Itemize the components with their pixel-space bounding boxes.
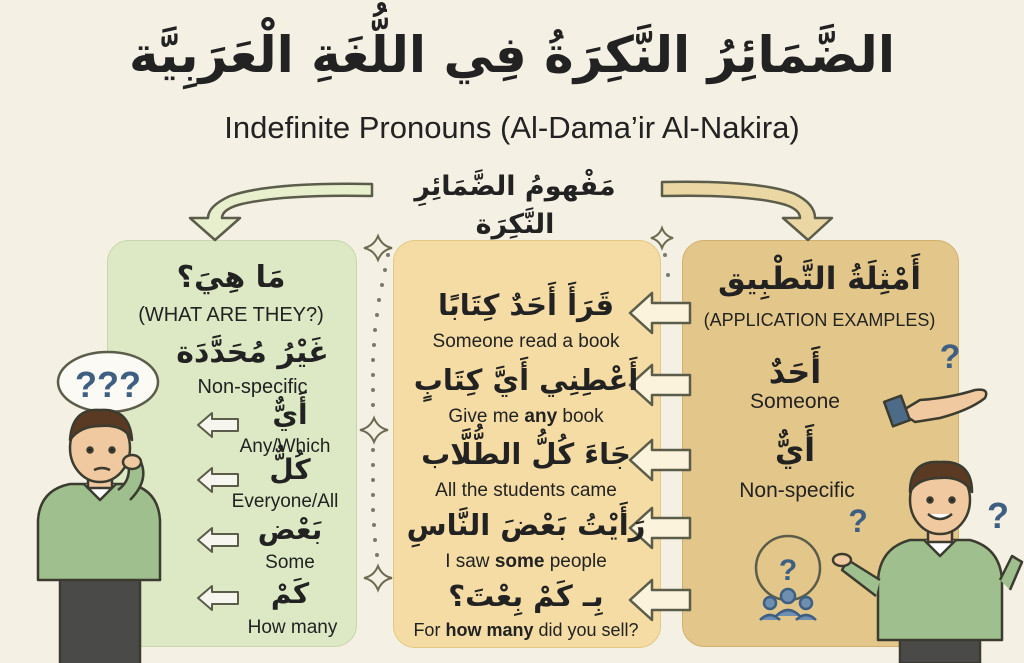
- thought-question-marks: ???: [75, 364, 141, 405]
- example-sentence-english: For how many did you sell?: [413, 620, 639, 640]
- left-item-english: Everyone/All: [231, 491, 339, 512]
- left-definition-english: Non-specific: [197, 376, 308, 398]
- left-item-arabic: كَمْ: [270, 577, 310, 610]
- application-item-english: Non-specific: [739, 479, 855, 502]
- example-sentence-arabic: رَأَيْتُ بَعْضَ النَّاسِ: [406, 508, 646, 542]
- example-sentence-arabic: أَعْطِنِي أَيَّ كِتَابٍ: [413, 363, 639, 397]
- thinking-man-figure: [38, 410, 160, 663]
- example-sentence-arabic: بِـ كَمْ بِعْتَ؟: [448, 579, 604, 613]
- example-sentence-english: Someone read a book: [432, 331, 620, 352]
- helping-hand-icon: [884, 390, 986, 427]
- curved-arrow-right: [662, 182, 832, 240]
- left-item-arabic: أَيٌّ: [272, 398, 308, 431]
- question-mark-icon: ?: [848, 503, 868, 539]
- application-item-arabic: أَيٌّ: [774, 431, 816, 469]
- left-heading-english: (WHAT ARE THEY?): [138, 304, 324, 326]
- right-heading-arabic: أَمْثِلَةُ التَّطْبِيق: [717, 261, 922, 297]
- example-sentence-english: I saw some people: [445, 551, 607, 572]
- concept-label: مَفْهومُ الضَّمَائِرِ النَّكِرَة: [414, 171, 616, 240]
- example-sentence-arabic: جَاءَ كُلُّ الطُّلَّاب: [421, 437, 631, 471]
- right-heading-english: (APPLICATION EXAMPLES): [703, 310, 936, 330]
- left-item-arabic: كُلٌّ: [269, 453, 311, 486]
- example-sentence-english: All the students came: [435, 480, 617, 501]
- example-sentence-arabic: قَرَأَ أَحَدٌ كِتَابًا: [437, 288, 615, 322]
- left-item-arabic: بَعْض: [257, 513, 323, 546]
- page-title-arabic: الضَّمَائِرُ النَّكِرَةُ فِي اللُّغَةِ الْعَرَبِيَّة: [129, 26, 895, 84]
- left-definition-arabic: غَيْرُ مُحَدَّدَة: [176, 335, 329, 370]
- left-item-english: How many: [247, 617, 338, 638]
- left-item-english: Some: [265, 552, 315, 573]
- application-item-english: Someone: [750, 390, 840, 413]
- page-title-english: Indefinite Pronouns (Al-Dama’ir Al-Nakira): [224, 110, 800, 145]
- left-heading-arabic: مَا هِيَ؟: [176, 260, 286, 295]
- question-mark-icon: ?: [778, 554, 798, 587]
- question-mark-icon: ?: [939, 338, 961, 376]
- application-item-arabic: أَحَدٌ: [768, 353, 822, 391]
- curved-arrow-left: [190, 184, 372, 240]
- question-mark-icon: ?: [987, 495, 1009, 536]
- left-item-english: Any/Which: [239, 436, 331, 457]
- example-sentence-english: Give me any book: [448, 406, 604, 427]
